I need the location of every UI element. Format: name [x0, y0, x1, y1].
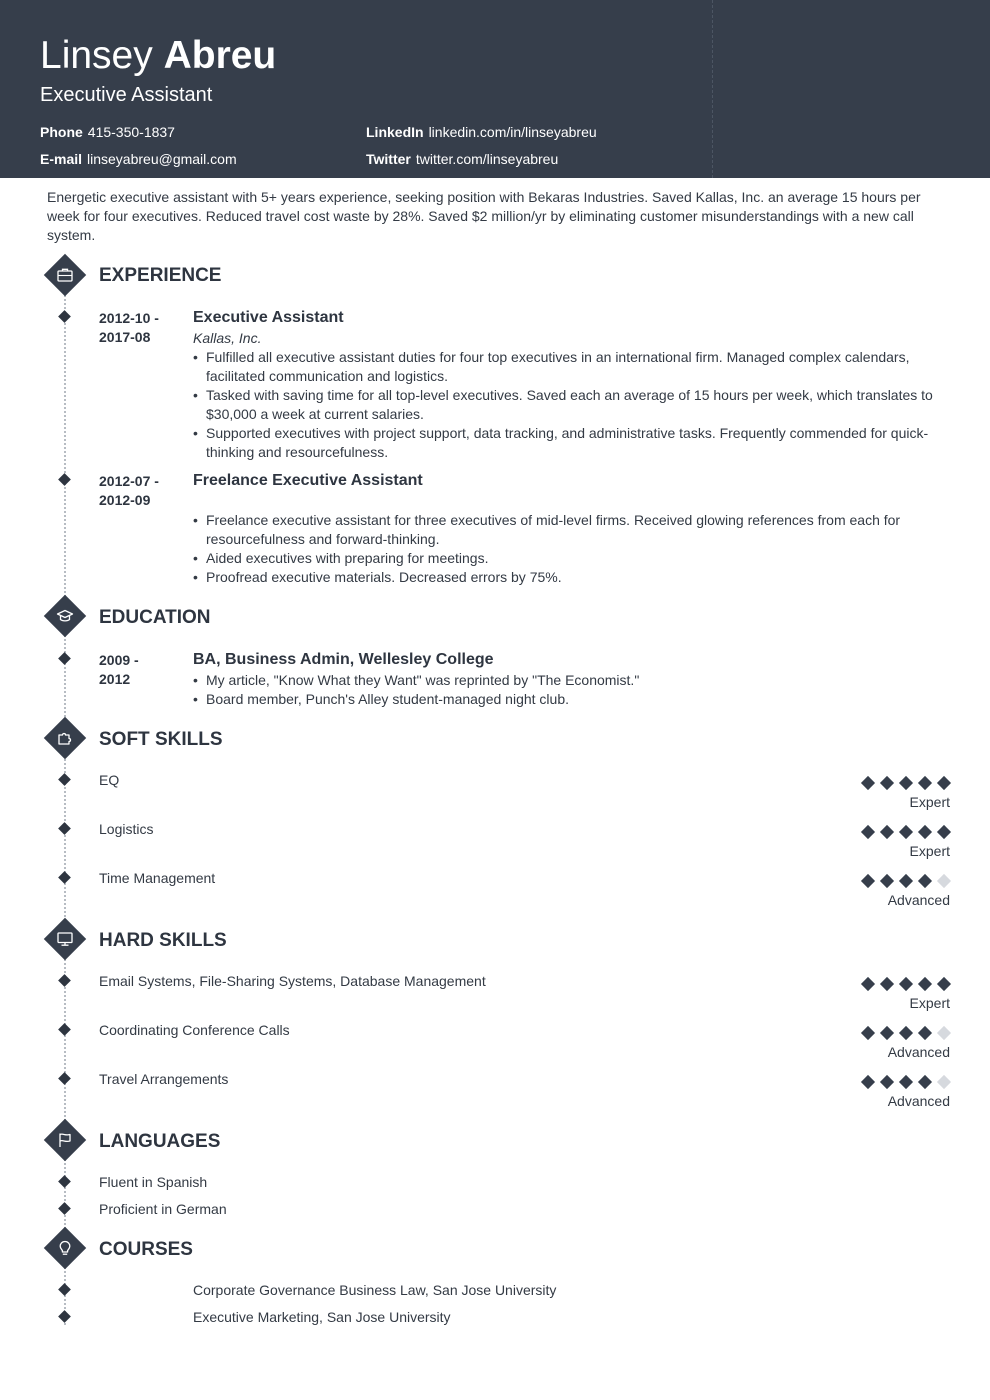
rating-dot-filled [937, 977, 951, 991]
hard-skills-heading: HARD SKILLS [99, 930, 227, 951]
skill-name: Logistics [99, 821, 154, 837]
phone-label: Phone [40, 124, 83, 140]
timeline-node [58, 1310, 71, 1323]
job-bullets [193, 511, 943, 587]
rating-dot-filled [880, 825, 894, 839]
courses-section-icon [44, 1227, 86, 1269]
skill-rating [858, 825, 950, 839]
skill-level: Advanced [887, 1093, 950, 1109]
puzzle-icon [56, 729, 74, 747]
phone-value[interactable]: 415-350-1837 [87, 124, 175, 140]
email-contact [40, 150, 237, 168]
rating-dot-filled [880, 977, 894, 991]
timeline-node [58, 1175, 71, 1188]
job-bullet: • Freelance executive assistant for three executives of mid-level firms. Received glowing references from each for resourcefulness and forward-thinking. [193, 511, 943, 549]
skill-name: Time Management [99, 870, 216, 886]
timeline-node [58, 1072, 71, 1085]
soft-skills-heading: SOFT SKILLS [99, 729, 223, 750]
job-bullet: • Proofread executive materials. Decreased errors by 75%. [193, 568, 943, 587]
job-date [99, 472, 159, 510]
email-label: E-mail [40, 151, 83, 167]
course-item: Corporate Governance Business Law, San Jose University [193, 1282, 557, 1298]
skill-level: Expert [909, 843, 950, 859]
resume-header [0, 0, 990, 178]
rating-dot-filled [937, 825, 951, 839]
education-bullet: • My article, "Know What they Want" was reprinted by "The Economist." [193, 671, 943, 690]
job-title: Executive Assistant [193, 309, 344, 326]
language-item: Fluent in Spanish [99, 1174, 208, 1190]
rating-dot-filled [937, 776, 951, 790]
skill-level: Expert [909, 794, 950, 810]
skill-name: Travel Arrangements [99, 1071, 229, 1087]
timeline-node [58, 1202, 71, 1215]
rating-dot-filled [880, 1026, 894, 1040]
rating-dot-filled [918, 825, 932, 839]
language-item: Proficient in German [99, 1201, 227, 1217]
rating-dot-filled [899, 977, 913, 991]
job-company: Kallas, Inc. [193, 330, 262, 346]
skill-level: Advanced [887, 892, 950, 908]
timeline-node [58, 871, 71, 884]
timeline-node [58, 473, 71, 486]
education-date [99, 651, 139, 689]
rating-dot-filled [899, 1026, 913, 1040]
summary-text: Energetic executive assistant with 5+ years experience, seeking position with Bekaras Industries. Saved Kallas, Inc. an average 15 hours per week for four executives. Reduced travel cost waste by 28%. Saved $2 million/yr by eliminating customer misunderstandings with a new call system. [47, 189, 921, 243]
rating-dot-filled [918, 1026, 932, 1040]
education-date-start: 2009 - [99, 652, 139, 668]
graduation-cap-icon [56, 607, 74, 625]
flag-icon [56, 1131, 74, 1149]
rating-dot-filled [861, 874, 875, 888]
linkedin-label: LinkedIn [366, 124, 424, 140]
soft-skills-section-icon [44, 717, 86, 759]
skill-rating [858, 1026, 950, 1040]
rating-dot-empty [937, 1075, 951, 1089]
courses-heading: COURSES [99, 1239, 193, 1260]
timeline-node [58, 974, 71, 987]
timeline-node [58, 1283, 71, 1296]
rating-dot-filled [899, 776, 913, 790]
rating-dot-filled [918, 1075, 932, 1089]
lightbulb-icon [56, 1239, 74, 1257]
languages-section-icon [44, 1119, 86, 1161]
job-date [99, 309, 159, 347]
candidate-title: Executive Assistant [40, 84, 213, 106]
skill-rating [858, 977, 950, 991]
timeline-node [58, 1023, 71, 1036]
rating-dot-filled [918, 874, 932, 888]
candidate-name [40, 34, 276, 78]
course-item: Executive Marketing, San Jose University [193, 1309, 451, 1325]
job-bullets [193, 348, 943, 462]
rating-dot-filled [899, 825, 913, 839]
education-heading: EDUCATION [99, 607, 211, 628]
job-bullet: • Fulfilled all executive assistant duties for four top executives in an international firm. Managed complex calendars, facilitated communication and logistics. [193, 348, 943, 386]
job-title: Freelance Executive Assistant [193, 472, 423, 489]
twitter-label: Twitter [366, 151, 411, 167]
skill-rating [858, 1075, 950, 1089]
job-date-start: 2012-07 - [99, 473, 159, 489]
rating-dot-filled [861, 977, 875, 991]
hard-skills-section-icon [44, 918, 86, 960]
rating-dot-filled [861, 1026, 875, 1040]
timeline-line [64, 280, 66, 1325]
skill-name: EQ [99, 772, 120, 788]
skill-level: Expert [909, 995, 950, 1011]
timeline-node [58, 773, 71, 786]
email-value[interactable]: linseyabreu@gmail.com [87, 151, 237, 167]
job-bullet: • Tasked with saving time for all top-level executives. Saved each an average of 15 hours per week, which translates to $30,000 a week at current salaries. [193, 386, 943, 424]
timeline-node [58, 652, 71, 665]
education-bullets [193, 671, 943, 709]
twitter-value[interactable]: twitter.com/linseyabreu [415, 151, 559, 167]
skill-rating [858, 776, 950, 790]
rating-dot-filled [880, 1075, 894, 1089]
rating-dot-filled [861, 1075, 875, 1089]
twitter-contact [366, 150, 558, 168]
rating-dot-filled [918, 977, 932, 991]
rating-dot-filled [899, 874, 913, 888]
rating-dot-empty [937, 874, 951, 888]
rating-dot-filled [899, 1075, 913, 1089]
header-divider [712, 0, 713, 178]
briefcase-icon [56, 266, 74, 284]
skill-rating [858, 874, 950, 888]
phone-contact [40, 123, 175, 141]
rating-dot-filled [918, 776, 932, 790]
job-date-end: 2017-08 [99, 329, 151, 345]
skill-level: Advanced [887, 1044, 950, 1060]
education-date-end: 2012 [99, 671, 131, 687]
monitor-icon [56, 930, 74, 948]
timeline-node [58, 310, 71, 323]
linkedin-contact [366, 123, 597, 141]
job-date-start: 2012-10 - [99, 310, 159, 326]
skill-name: Coordinating Conference Calls [99, 1022, 290, 1038]
experience-section-icon [44, 254, 86, 296]
experience-heading: EXPERIENCE [99, 265, 222, 286]
degree-title: BA, Business Admin, Wellesley College [193, 651, 494, 668]
education-section-icon [44, 595, 86, 637]
timeline-node [58, 822, 71, 835]
rating-dot-filled [861, 776, 875, 790]
rating-dot-filled [880, 874, 894, 888]
first-name: Linsey [40, 34, 153, 77]
rating-dot-empty [937, 1026, 951, 1040]
job-bullet: • Aided executives with preparing for meetings. [193, 549, 943, 568]
languages-heading: LANGUAGES [99, 1131, 221, 1152]
last-name: Abreu [163, 34, 277, 77]
job-bullet: • Supported executives with project support, data tracking, and administrative tasks. Frequently commended for quick-thinking and resourcefulness. [193, 424, 943, 462]
job-date-end: 2012-09 [99, 492, 151, 508]
rating-dot-filled [861, 825, 875, 839]
linkedin-value[interactable]: linkedin.com/in/linseyabreu [428, 124, 597, 140]
skill-name: Email Systems, File-Sharing Systems, Database Management [99, 973, 486, 989]
education-bullet: • Board member, Punch's Alley student-managed night club. [193, 690, 943, 709]
rating-dot-filled [880, 776, 894, 790]
